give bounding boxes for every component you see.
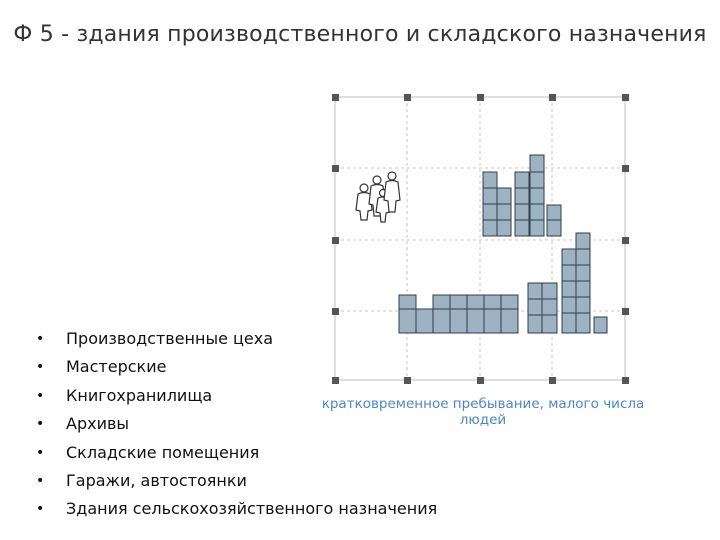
bullet-text: Гаражи, автостоянки [66, 470, 247, 490]
bullet-text: Здания сельскохозяйственного назначения [66, 499, 438, 519]
bullet-text: Производственные цеха [66, 329, 274, 348]
slide-title: Ф 5 - здания производственного и складского назначения [13, 22, 707, 47]
bullet-text: Мастерские [66, 357, 167, 377]
bullet-icon: • [36, 359, 45, 376]
building-illustration [330, 92, 630, 384]
bullet-icon: • [36, 501, 45, 518]
bullet-icon: • [36, 387, 45, 404]
figure-caption: кратковременное пребывание, малого числа людей [321, 396, 645, 428]
bullet-icon: • [36, 472, 45, 489]
bullet-text: Книгохранилища [66, 385, 213, 405]
bullet-icon: • [36, 331, 45, 347]
building-illustration-svg [330, 92, 630, 384]
bullet-text: Архивы [66, 414, 130, 434]
bullet-item [36, 495, 437, 523]
people-silhouettes-icon [356, 172, 400, 222]
bullet-text: Складские помещения [66, 442, 260, 462]
bullet-item [36, 467, 437, 495]
bullet-item [36, 439, 437, 467]
bullet-icon: • [36, 416, 45, 433]
bullet-icon: • [36, 444, 45, 461]
building-blocks-illustration [399, 155, 607, 333]
